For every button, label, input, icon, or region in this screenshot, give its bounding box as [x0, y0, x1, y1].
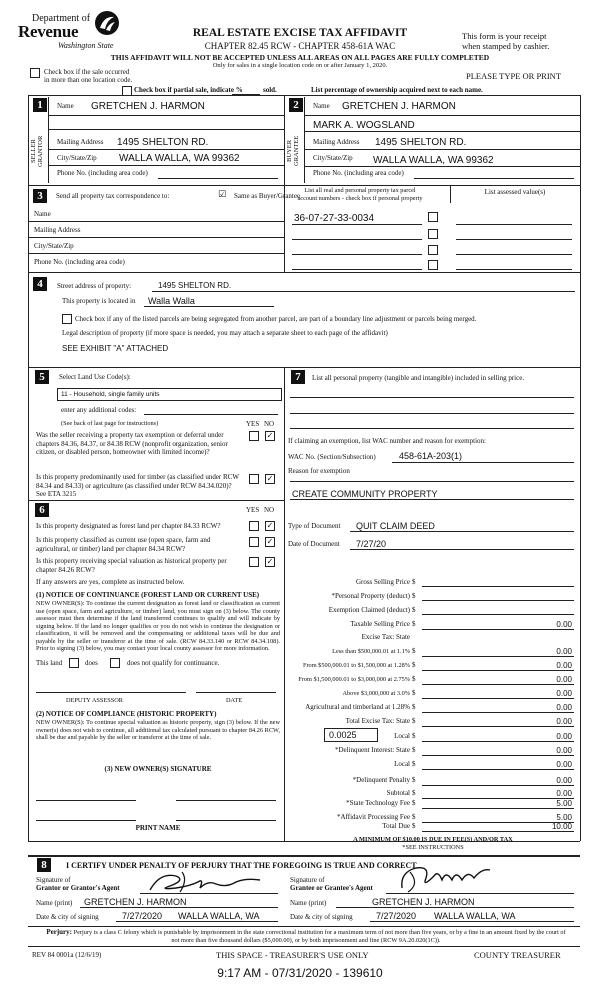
total-due-label: Total Due — [382, 822, 410, 830]
taxable-dollar: $ — [412, 620, 416, 628]
additional-codes-label: enter any additional codes: — [61, 406, 137, 414]
sec3-phone-label: Phone No. (including area code) — [34, 258, 125, 266]
sec6-q2: Is this property classified as current use (open space, farm and agricultural, or timber) land per chapter 84.34 RCW? — [36, 536, 211, 553]
tech-fee-value[interactable]: 5.00 — [556, 799, 572, 808]
sold-label: sold. — [263, 86, 277, 94]
parcel-1-value[interactable]: 36-07-27-33-0034 — [294, 213, 375, 224]
sec5-q1: Was the seller receiving a property tax exemption or deferral under chapters 84.36, 84.37, or 84.38 RCW (nonprofit organization, senior citizen, or disabled person, homeowner with limited income)? — [36, 431, 228, 456]
total-state-line — [422, 726, 574, 727]
segregated-label: Check box if any of the listed parcels are being segregated from another parcel, are part of a boundary line adjustment or parcels being merged. — [75, 315, 477, 323]
parcel-4-line[interactable] — [292, 269, 422, 270]
tier1-dollar: $ — [412, 647, 416, 655]
notice1-title: (1) NOTICE OF CONTINUANCE (FOREST LAND OR CURRENT USE) — [36, 591, 260, 599]
sec5-q1-no[interactable]: ✓ — [266, 431, 274, 440]
grantor-sig-line — [140, 893, 278, 894]
subtotal-label: Subtotal — [386, 789, 410, 797]
assessor-date-line[interactable] — [196, 692, 276, 693]
buyer-name-1-value[interactable]: GRETCHEN J. HARMON — [342, 101, 456, 112]
gross-dollar: $ — [412, 578, 416, 586]
sec3-line-b — [28, 237, 284, 238]
tier1-label: Less than $500,000.01 at 1.1% — [332, 648, 410, 655]
tier2-value[interactable]: 0.00 — [556, 661, 572, 670]
print-name-line-2[interactable] — [176, 820, 276, 821]
street-address-line — [152, 291, 575, 292]
seller-mailing-value[interactable]: 1495 SHELTON RD. — [117, 137, 209, 148]
dept-line2: Revenue — [18, 22, 79, 41]
sec5-no-header: NO — [264, 420, 275, 428]
parcel-header-1: List all real and personal property tax parcel — [304, 187, 416, 194]
partial-sale-label: Check box if partial sale, indicate % — [134, 86, 243, 94]
street-address-value[interactable]: 1495 SHELTON RD. — [158, 281, 232, 290]
parcel-3-line[interactable] — [292, 254, 422, 255]
taxable-value[interactable]: 0.00 — [556, 620, 572, 629]
sec1-label-divider — [48, 97, 49, 183]
dor-emblem-icon — [94, 10, 120, 36]
only-for-note: Only for sales in a single location code on or after January 1, 2020. — [212, 62, 388, 69]
seller-city-value[interactable]: WALLA WALLA, WA 99362 — [119, 153, 240, 164]
located-in-label: This property is located in — [62, 297, 136, 305]
sec1-mailing-label: Mailing Address — [57, 138, 104, 146]
left-col-border — [28, 367, 29, 841]
sec3-mailing-label: Mailing Address — [34, 226, 81, 234]
sec6-q2-no[interactable]: ✓ — [266, 537, 274, 546]
form-title: REAL ESTATE EXCISE TAX AFFIDAVIT — [192, 27, 408, 39]
sec5-q2-no[interactable]: ✓ — [266, 474, 274, 483]
section-5-number: 5 — [35, 370, 49, 384]
grantor-sig-label-2: Grantor or Grantor's Agent — [36, 884, 120, 892]
tier4-line — [422, 698, 574, 699]
sec1-top-border — [28, 95, 580, 96]
personal-property-line-2[interactable] — [290, 413, 574, 414]
center-divider — [284, 367, 285, 841]
new-owner-sig-line-2[interactable] — [176, 800, 276, 801]
print-name-label: PRINT NAME — [135, 824, 181, 832]
dept-line1: Department of — [32, 13, 91, 24]
section-7-number: 7 — [291, 370, 305, 384]
receipt-note-1: This form is your receipt — [462, 31, 547, 41]
sec1-left-border — [28, 95, 29, 185]
subtotal-value[interactable]: 0.00 — [556, 789, 572, 798]
tier2-dollar: $ — [412, 661, 416, 669]
exemption-deduct-label: Exemption Claimed (deduct) — [328, 606, 410, 614]
excise-state-label: Excise Tax: State — [361, 633, 410, 641]
seller-grantor-label: SELLER GRANTOR — [30, 135, 44, 167]
assessed-header: List assessed value(s) — [484, 188, 546, 196]
delinq-state-dollar: $ — [412, 746, 416, 754]
perjury-top-border — [28, 926, 580, 927]
buyer-phone-line[interactable] — [414, 178, 574, 179]
tech-fee-dollar: $ — [412, 799, 416, 807]
sec5-q2: Is this property predominantly used for timber (as classified under RCW 84.34 and 84.33) or agriculture (as classified under RCW 84.34.020)? See ETA 3215 — [36, 473, 239, 498]
delinq-penalty-value[interactable]: 0.00 — [556, 776, 572, 785]
does-qualify-checkbox[interactable] — [69, 658, 79, 668]
tier3-dollar: $ — [412, 675, 416, 683]
notice2-body: NEW OWNER(S): To continue special valuation as historic property, sign (3) below. If the new owner(s) does not wish to continue, all additional tax calculated pursuant to chapter 84.26 RCW, shall be due and payable by the seller or transferor at the time of sale. — [36, 719, 280, 741]
exemption-deduct-dollar: $ — [412, 606, 416, 614]
tier3-label: From $1,500,000.01 to $3,000,000 at 2.75% — [298, 676, 410, 683]
grantee-name-print-line — [336, 907, 574, 908]
section-1-number: 1 — [33, 98, 47, 112]
buyer-name-2-value[interactable]: MARK A. WOGSLAND — [313, 120, 415, 131]
notice2-title: (2) NOTICE OF COMPLIANCE (HISTORIC PROPERTY) — [36, 710, 217, 718]
sec6-q2-yes[interactable] — [249, 537, 259, 547]
tier4-dollar: $ — [412, 689, 416, 697]
sec2-line-d — [304, 166, 580, 167]
total-state-value[interactable]: 0.00 — [556, 717, 572, 726]
sec5-bottom — [28, 500, 284, 501]
section-3-number: 3 — [33, 189, 47, 203]
sec6-q1-no[interactable]: ✓ — [266, 521, 274, 530]
grantee-sig-line — [386, 893, 574, 894]
personal-property-line-3[interactable] — [290, 428, 574, 429]
exemption-deduct-line[interactable] — [422, 614, 574, 615]
local-value[interactable]: 0.00 — [556, 732, 572, 741]
sec3-bottom-border — [28, 272, 580, 273]
doc-date-line — [350, 549, 574, 550]
reason-value[interactable]: CREATE COMMUNITY PROPERTY — [292, 489, 438, 499]
sec3-line-a — [28, 221, 284, 222]
please-type: PLEASE TYPE OR PRINT — [466, 71, 562, 81]
delinq-local-dollar: $ — [412, 760, 416, 768]
located-in-value[interactable]: Walla Walla — [148, 296, 195, 306]
section-8-number: 8 — [37, 858, 51, 872]
sec2-city-label: City/State/Zip — [313, 154, 353, 162]
ag-label: Agricultural and timberland at 1.28% — [305, 703, 410, 711]
sec1-city-label: City/State/Zip — [57, 154, 97, 162]
parcel-3-personal-checkbox[interactable] — [428, 245, 438, 255]
taxable-label: Taxable Selling Price — [350, 620, 410, 628]
delinq-penalty-label: *Delinquent Penalty — [352, 776, 410, 784]
located-in-line — [144, 306, 274, 307]
section-6-number: 6 — [35, 503, 49, 517]
grantor-city-value[interactable]: WALLA WALLA, WA — [178, 911, 260, 921]
parcel-assessed-divider — [450, 185, 451, 203]
does-label: does — [85, 659, 98, 667]
notice1-body: NEW OWNER(S): To continue the current designation as forest land or classification as current use (open space, farm and agriculture, or timber) land, you must sign on (3) below. The county assessor must then determine if the land transferred continues to qualify and will indicate by signing below. If the land no longer qualifies or you do not wish to continue the designation or classification, it will be removed and the compensating or additional taxes will be due and payable by the seller or transferor at the time of sale. (RCW 84.33.140 or RCW 84.34.108). Prior to signing (3) below, you may contact your local county assessor for more information. — [36, 600, 280, 652]
same-as-buyer-label: Same as Buyer/Grantee — [234, 192, 301, 200]
wac-label: WAC No. (Section/Subsection) — [288, 453, 376, 461]
ag-line — [422, 712, 574, 713]
grantee-name-print-value[interactable]: GRETCHEN J. HARMON — [372, 897, 475, 907]
tier1-value[interactable]: 0.00 — [556, 647, 572, 656]
doc-type-line — [350, 531, 574, 532]
grantee-name-print-label: Name (print) — [290, 899, 327, 907]
seller-name-value[interactable]: GRETCHEN J. HARMON — [91, 101, 205, 112]
see-instructions-note: *SEE INSTRUCTIONS — [402, 844, 464, 851]
street-address-label: Street address of property: — [57, 282, 132, 290]
sec5-q1-yes[interactable] — [249, 431, 259, 441]
sec6-q1-yes[interactable] — [249, 521, 259, 531]
doc-type-label: Type of Document — [288, 522, 341, 530]
parcel-1-personal-checkbox[interactable] — [428, 212, 438, 222]
tier4-value[interactable]: 0.00 — [556, 689, 572, 698]
delinq-state-value[interactable]: 0.00 — [556, 746, 572, 755]
ag-value[interactable]: 0.00 — [556, 703, 572, 712]
form-id: REV 84 0001a (12/6/19) — [32, 951, 102, 959]
sec2-label-divider — [304, 97, 305, 183]
grantor-signature[interactable] — [146, 868, 266, 896]
local-rate-box[interactable]: 0.0025 — [324, 728, 378, 742]
grantor-sig-label-1: Signature of — [36, 876, 71, 884]
affidavit-fee-label: *Affidavit Processing Fee — [337, 813, 410, 821]
perjury-label: Perjury: — [46, 928, 72, 936]
sec4-right-border — [580, 272, 581, 367]
ownership-pct-note: List percentage of ownership acquired next to each name. — [311, 86, 483, 94]
doc-date-label: Date of Document — [288, 540, 340, 548]
gross-line[interactable] — [422, 586, 574, 587]
doc-type-value[interactable]: QUIT CLAIM DEED — [356, 521, 435, 531]
sec6-q3-no[interactable]: ✓ — [266, 557, 274, 566]
legal-description-label: Legal description of property (if more space is needed, you may attach a separate sheet to each page of the affidavit) — [62, 329, 388, 337]
sec5-yes-header: YES — [246, 420, 260, 428]
land-use-select[interactable]: 11 - Household, single family units — [57, 388, 282, 401]
sec1-line-b — [48, 129, 284, 130]
grantor-name-print-line — [80, 907, 278, 908]
taxable-line — [422, 629, 574, 630]
reason-label: Reason for exemption — [288, 467, 350, 475]
grantor-date-city-line — [116, 921, 278, 922]
multi-location-checkbox[interactable] — [30, 68, 40, 78]
minimum-due-note: A MINIMUM OF $10.00 IS DUE IN FEE(S) AND/OR TAX — [353, 836, 513, 843]
affidavit-fee-value[interactable]: 5.00 — [556, 813, 572, 822]
sec6-q3: Is this property receiving special valuation as historical property per chapter 84.26 RCW? — [36, 557, 227, 574]
tier3-value[interactable]: 0.00 — [556, 675, 572, 684]
sec3-name-label: Name — [34, 210, 51, 218]
local-label: Local — [394, 732, 410, 740]
sec6-q3-yes[interactable] — [249, 557, 259, 567]
grantor-name-print-value[interactable]: GRETCHEN J. HARMON — [84, 897, 187, 907]
dept-line3: Washington State — [58, 41, 114, 50]
total-state-label: Total Excise Tax: State — [345, 717, 410, 725]
does-not-label: does not qualify for continuance. — [127, 659, 220, 667]
wac-value[interactable]: 458-61A-203(1) — [399, 451, 463, 461]
sec2-right-border — [580, 95, 581, 185]
multi-location-label-2: in more than one location code. — [44, 76, 133, 84]
affidavit-fee-dollar: $ — [412, 813, 416, 821]
county-treasurer-label: COUNTY TREASURER — [474, 950, 561, 960]
grantee-date-city-label: Date & city of signing — [290, 913, 353, 921]
sec12-bottom-border — [28, 185, 580, 186]
local-dollar: $ — [412, 732, 416, 740]
sec2-phone-label: Phone No. (including area code) — [313, 169, 404, 177]
section-2-number: 2 — [289, 98, 303, 112]
sec12-divider — [284, 95, 285, 185]
does-not-qualify-checkbox[interactable] — [110, 658, 120, 668]
section-4-number: 4 — [33, 277, 47, 291]
sec3-city-label: City/State/Zip — [34, 242, 74, 250]
total-due-line — [422, 831, 574, 832]
sec4-bottom-border — [28, 367, 580, 368]
sec3-line-c — [28, 253, 284, 254]
sec5-q2-yes[interactable] — [249, 474, 259, 484]
same-as-buyer-checkbox[interactable]: ☑ — [218, 190, 227, 200]
grantee-sig-label-2: Grantee or Grantee's Agent — [290, 884, 373, 892]
grantee-date-city-line — [370, 921, 574, 922]
form-warning: THIS AFFIDAVIT WILL NOT BE ACCEPTED UNLESS ALL AREAS ON ALL PAGES ARE FULLY COMPLETED — [110, 53, 490, 62]
sec1-line-c — [48, 149, 284, 150]
sec3-right-border — [580, 185, 581, 272]
sec1-line-a — [48, 115, 284, 116]
delinq-local-line — [422, 769, 574, 770]
delinq-state-label: *Delinquent Interest: State — [334, 746, 410, 754]
ag-dollar: $ — [412, 703, 416, 711]
delinq-local-value[interactable]: 0.00 — [556, 760, 572, 769]
buyer-city-value[interactable]: WALLA WALLA, WA 99362 — [373, 155, 494, 166]
assessor-date-label: DATE — [226, 697, 243, 704]
sec2-line-b — [304, 131, 580, 132]
segregated-checkbox[interactable] — [62, 314, 72, 324]
total-state-dollar: $ — [412, 717, 416, 725]
tech-fee-line — [422, 808, 574, 809]
personal-deduct-label: *Personal Property (deduct) — [331, 592, 410, 600]
delinq-penalty-dollar: $ — [412, 776, 416, 784]
this-land-label: This land — [36, 659, 63, 667]
sec2-mailing-label: Mailing Address — [313, 138, 360, 146]
sec6-no-header: NO — [264, 506, 275, 514]
see-back-note: (See back of last page for instructions) — [61, 420, 159, 427]
parcel-2-personal-checkbox[interactable] — [428, 229, 438, 239]
total-due-value[interactable]: 10.00 — [551, 822, 572, 831]
treasurer-use-label: THIS SPACE - TREASURER'S USE ONLY — [216, 950, 369, 960]
tier1-line — [422, 656, 574, 657]
tier2-label: From $500,000.01 to $1,500,000 at 1.28% — [302, 662, 410, 669]
sec4-left-border — [28, 272, 29, 367]
deputy-assessor-line[interactable] — [36, 692, 186, 693]
delinq-local-label: Local — [394, 760, 410, 768]
sec6-yes-header: YES — [246, 506, 260, 514]
sec6-if-yes: If any answers are yes, complete as instructed below. — [36, 578, 185, 586]
personal-property-label: List all personal property (tangible and intangible) included in selling price. — [312, 374, 525, 382]
right-col-border — [580, 367, 581, 841]
assessed-2-line[interactable] — [456, 239, 572, 240]
delinq-penalty-line — [422, 785, 574, 786]
sec2-line-c — [304, 149, 580, 150]
print-name-line-1[interactable] — [36, 820, 136, 821]
new-owner-signature-label: (3) NEW OWNER(S) SIGNATURE — [104, 765, 212, 773]
parcel-header-2: account numbers - check box if personal property — [297, 195, 423, 202]
legal-description-value[interactable]: SEE EXHIBIT "A" ATTACHED — [62, 344, 169, 353]
delinq-state-line — [422, 755, 574, 756]
reason-line-2 — [290, 499, 574, 500]
grantee-signature[interactable] — [396, 862, 496, 894]
land-use-label: Select Land Use Code(s): — [59, 373, 131, 381]
doc-date-value[interactable]: 7/27/20 — [356, 539, 387, 549]
perjury-note — [46, 929, 566, 944]
tech-fee-label: *State Technology Fee — [346, 799, 410, 807]
sec1-line-d — [48, 165, 284, 166]
multi-location-label-1: Check box if the sale occurred — [44, 68, 130, 76]
parcel-4-personal-checkbox[interactable] — [428, 260, 438, 270]
certify-statement: I CERTIFY UNDER PENALTY OF PERJURY THAT THE FOREGOING IS TRUE AND CORRECT — [66, 861, 417, 870]
local-line — [422, 741, 574, 742]
assessed-3-line[interactable] — [456, 254, 572, 255]
receipt-stamp: 9:17 AM - 07/31/2020 - 139610 — [217, 966, 383, 980]
gross-label: Gross Selling Price — [355, 578, 410, 586]
personal-deduct-dollar: $ — [412, 592, 416, 600]
exemption-claim-label: If claiming an exemption, list WAC number and reason for exemption: — [288, 437, 486, 445]
grantor-date-value[interactable]: 7/27/2020 — [122, 911, 163, 921]
form-chapter: CHAPTER 82.45 RCW - CHAPTER 458-61A WAC — [204, 41, 396, 51]
sec6-q1: Is this property designated as forest land per chapter 84.33 RCW? — [36, 522, 221, 530]
grantee-date-value[interactable]: 7/27/2020 — [376, 911, 417, 921]
receipt-note-2: when stamped by cashier. — [462, 41, 550, 51]
sec1-name-label: Name — [57, 102, 74, 110]
sec2-name-label: Name — [313, 102, 330, 110]
wac-line — [392, 462, 574, 463]
buyer-grantee-label: BUYER GRANTEE — [286, 135, 300, 167]
assessed-1-line[interactable] — [456, 224, 572, 225]
sec8-top-border — [28, 855, 580, 857]
grantor-date-city-label: Date & city of signing — [36, 913, 99, 921]
perjury-bottom-border — [28, 946, 580, 947]
grantor-name-print-label: Name (print) — [36, 899, 73, 907]
reason-line-1 — [290, 481, 574, 482]
personal-property-line-1[interactable] — [290, 397, 574, 398]
sec2-line-a — [304, 115, 580, 116]
sec3-left-border — [28, 185, 29, 272]
tier2-line — [422, 670, 574, 671]
grantee-city-value[interactable]: WALLA WALLA, WA — [434, 911, 516, 921]
seller-phone-line[interactable] — [158, 178, 278, 179]
additional-codes-line[interactable] — [144, 414, 278, 415]
sec1-phone-label: Phone No. (including area code) — [57, 169, 148, 177]
sec3-send-label: Send all property tax correspondence to: — [56, 192, 170, 200]
grantee-sig-label-1: Signature of — [290, 876, 325, 884]
assessed-4-line[interactable] — [456, 269, 572, 270]
parcel-1-line — [292, 224, 422, 225]
subtotal-dollar: $ — [412, 789, 416, 797]
parcel-2-line[interactable] — [292, 239, 422, 240]
new-owner-sig-line-1[interactable] — [36, 800, 136, 801]
deputy-assessor-label: DEPUTY ASSESSOR — [66, 697, 123, 704]
total-due-dollar: $ — [412, 822, 416, 830]
tier4-label: Above $3,000,000 at 3.0% — [342, 690, 410, 697]
perjury-text: Perjury is a class C felony which is punishable by imprisonment in the state correctional institution for a maximum term of not more than five years, or by a fine in an amount fixed by the court of not more than five thousand dollars ($5,000.00), or by both imprisonment and fine (RCW 9A.20.020(1C)). — [73, 929, 566, 944]
buyer-mailing-value[interactable]: 1495 SHELTON RD. — [375, 137, 467, 148]
tier3-line — [422, 684, 574, 685]
personal-deduct-line[interactable] — [422, 600, 574, 601]
